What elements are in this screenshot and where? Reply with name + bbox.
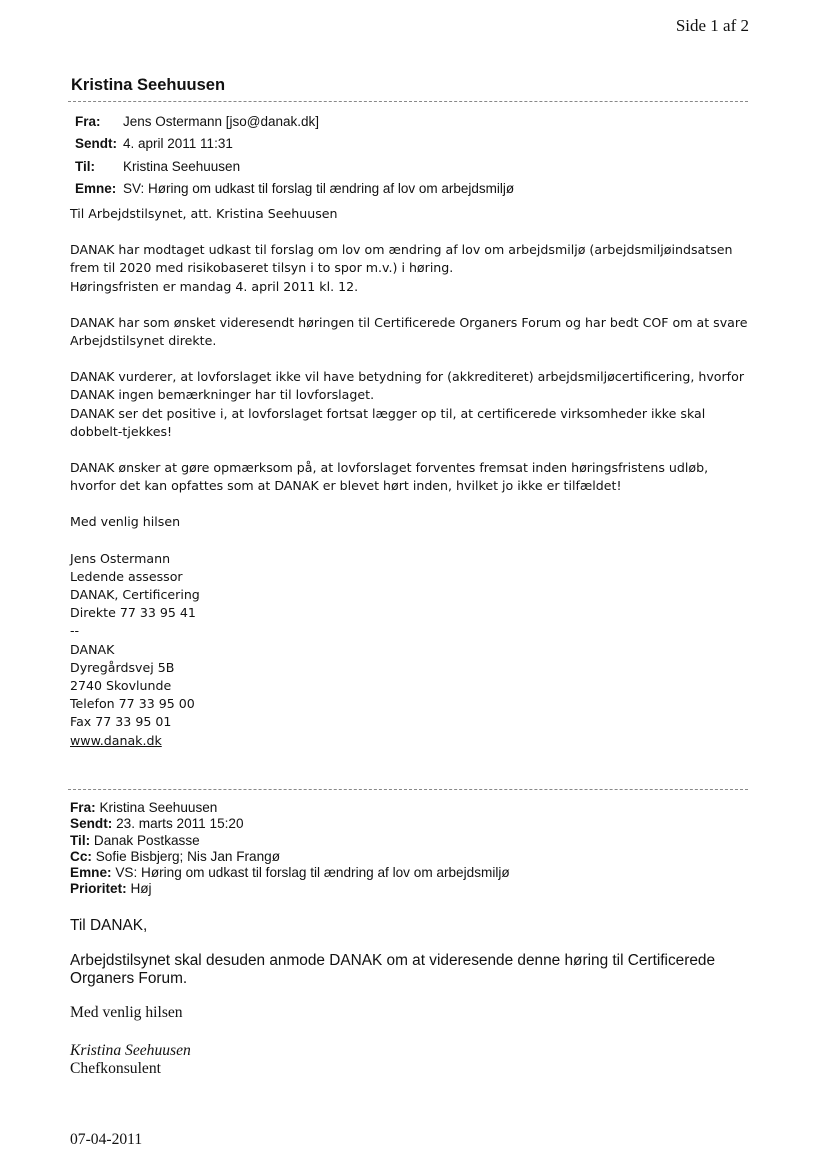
field-label: Fra: [75, 114, 101, 129]
email1-to-field [75, 159, 240, 174]
email1-subject-field [75, 181, 514, 196]
page-number-label: Side 1 af 2 [675, 16, 749, 35]
body-line: DANAK har modtaget udkast til forslag om lov om ændring af lov om arbejdsmiljø (arbejdsmiljøindsatsen [70, 242, 733, 258]
email2-signature-name: Kristina Seehuusen [70, 1042, 191, 1059]
field-label: Sendt: [75, 136, 117, 151]
email2-priority-field: Prioritet: Høj [70, 881, 152, 897]
email2-signature-title: Chefkonsulent [70, 1060, 161, 1077]
email2-header [70, 800, 510, 898]
email1-sent-field [75, 136, 233, 151]
signature-line: DANAK, Certificering [70, 587, 200, 603]
body-line: hvorfor det kan opfattes som at DANAK er blevet hørt inden, hvilket jo ikke er tilfældet! [70, 478, 622, 494]
email2-from-field: Fra: Kristina Seehuusen [70, 800, 218, 815]
body-line: DANAK har som ønsket videresendt høringen til Certificerede Organers Forum og har bedt COF om at svare [70, 314, 748, 330]
email2-body [70, 952, 715, 988]
email2-sent-field: Sendt: 23. marts 2011 15:20 [70, 816, 244, 832]
body-line: DANAK ønsker at gøre opmærksom på, at lovforslaget forventes fremsat inden høringsfristens udløb, [70, 460, 709, 476]
field-value: Kristina Seehuusen [123, 159, 241, 174]
field-value: SV: Høring om udkast til forslag til ændring af lov om arbejdsmiljø [123, 181, 515, 196]
signature-line: Dyregårdsvej 5B [70, 659, 175, 675]
signature-line: Direkte 77 33 95 41 [70, 605, 196, 621]
body-line: Arbejdstilsynet direkte. [70, 333, 217, 349]
body-line: Arbejdstilsynet skal desuden anmode DANAK om at videresende denne høring til Certificerede [70, 952, 716, 969]
body-line: Organers Forum. [70, 970, 188, 988]
header-divider [68, 101, 748, 102]
body-line: DANAK ser det positive i, at lovforslaget fortsat lægger op til, at certificerede virksomheder ikke skal [70, 405, 706, 421]
salutation: Til Arbejdstilsynet, att. Kristina Seehuusen [70, 206, 338, 221]
signature-line: Jens Ostermann [70, 550, 171, 566]
body-line: dobbelt-tjekkes! [70, 423, 173, 439]
email1-from-field [75, 114, 319, 129]
email2-greeting: Til DANAK, [70, 917, 148, 934]
signature-line: DANAK [70, 641, 115, 657]
body-line: Høringsfristen er mandag 4. april 2011 kl. 12. [70, 278, 359, 294]
field-label: Til: [75, 159, 95, 174]
email2-closing: Med venlig hilsen [70, 1004, 183, 1021]
signature-line: Telefon 77 33 95 00 [70, 696, 195, 712]
field-label: Emne: [75, 181, 117, 196]
signature-line: -- [70, 623, 80, 639]
email2-subject-field: Emne: VS: Høring om udkast til forslag til ændring af lov om arbejdsmiljø [70, 865, 510, 881]
signature-line: 2740 Skovlunde [70, 678, 172, 694]
recipient-name-heading: Kristina Seehuusen [71, 76, 226, 94]
field-value: Jens Ostermann [jso@danak.dk] [123, 114, 320, 129]
field-value: 4. april 2011 11:31 [123, 136, 233, 151]
body-line: DANAK ingen bemærkninger har til lovforslaget. [70, 387, 375, 403]
signature-line: Ledende assessor [70, 568, 183, 584]
forward-divider [68, 789, 748, 790]
closing: Med venlig hilsen [70, 514, 181, 530]
email1-body [70, 205, 748, 750]
website-link[interactable]: www.danak.dk [70, 732, 162, 748]
signature-line: Fax 77 33 95 01 [70, 714, 172, 730]
body-line: frem til 2020 med risikobaseret tilsyn i to spor m.v.) i høring. [70, 260, 454, 276]
body-line: DANAK vurderer, at lovforslaget ikke vil have betydning for (akkrediteret) arbejdsmiljøcertificering, hvorfor [70, 369, 744, 385]
email2-to-field: Til: Danak Postkasse [70, 832, 200, 848]
email2-cc-field: Cc: Sofie Bisbjerg; Nis Jan Frangø [70, 848, 281, 864]
print-date: 07-04-2011 [70, 1131, 143, 1148]
